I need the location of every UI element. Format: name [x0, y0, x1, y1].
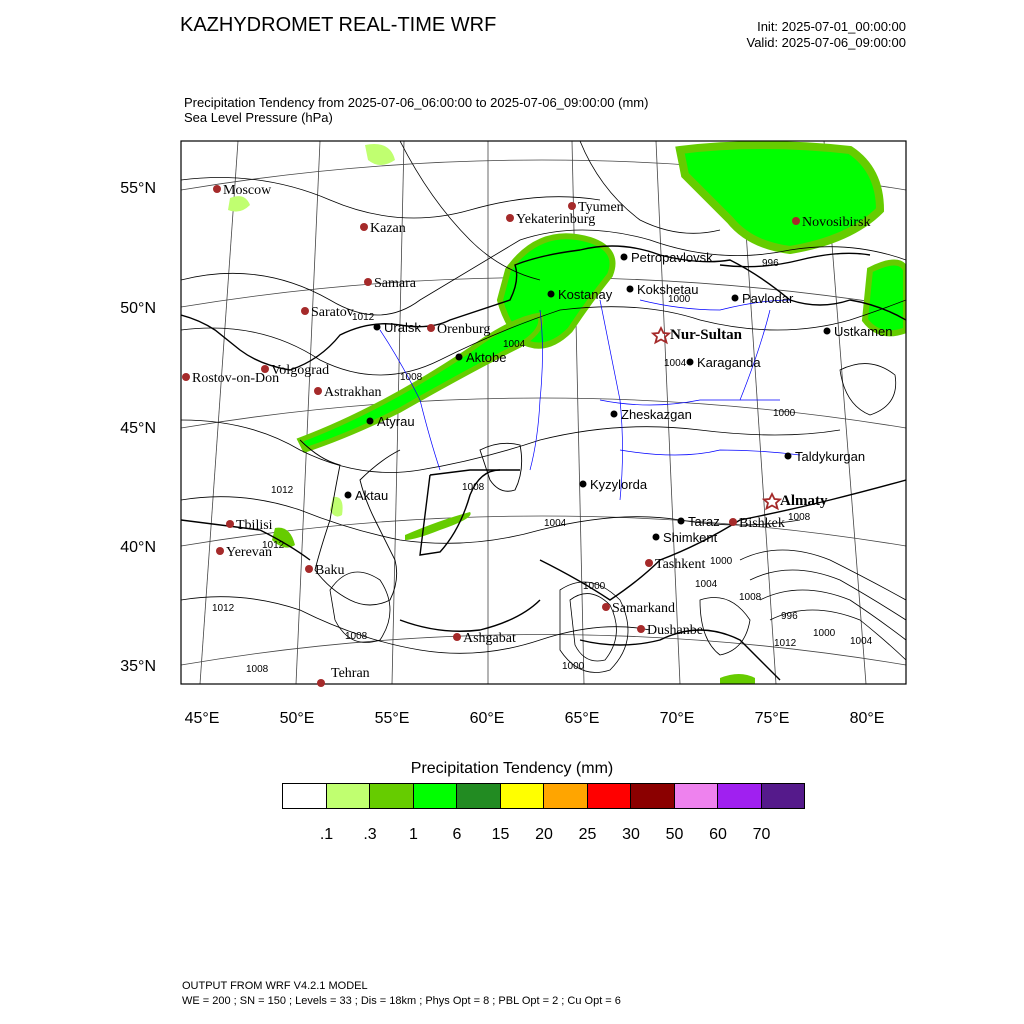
svg-text:1004: 1004 — [850, 636, 873, 647]
colorbar-tick-label: 20 — [535, 826, 553, 843]
svg-text:1008: 1008 — [246, 664, 269, 675]
svg-text:Baku: Baku — [315, 563, 345, 578]
colorbar-tick-label: 70 — [752, 826, 771, 843]
svg-text:Orenburg: Orenburg — [437, 322, 491, 337]
colorbar-swatch — [283, 784, 327, 808]
precip-east-edge — [865, 263, 906, 334]
svg-text:Astrakhan: Astrakhan — [324, 385, 382, 400]
svg-text:Saratov: Saratov — [311, 305, 354, 320]
colorbar-tick-label: 1 — [409, 826, 418, 843]
city-zheskazgan — [611, 407, 692, 422]
colorbar-swatch — [327, 784, 371, 808]
svg-text:Dushanbe: Dushanbe — [647, 623, 703, 638]
city-karaganda — [687, 355, 762, 370]
city-tashkent — [645, 557, 705, 572]
colorbar-tick-label: .3 — [363, 826, 377, 843]
colorbar-swatch — [370, 784, 414, 808]
city-kyzylorda — [580, 477, 648, 492]
svg-text:Shimkent: Shimkent — [663, 530, 718, 545]
svg-text:Yerevan: Yerevan — [226, 545, 273, 560]
lon-label: 80°E — [849, 710, 885, 727]
svg-text:Uralsk: Uralsk — [384, 320, 421, 335]
city-petropavlovsk — [621, 250, 714, 265]
lat-label: 55°N — [120, 180, 156, 197]
colorbar-title: Precipitation Tendency (mm) — [410, 760, 614, 777]
city-ashgabat — [453, 631, 516, 646]
subtitle-slp: Sea Level Pressure (hPa) — [184, 110, 333, 125]
svg-text:Moscow: Moscow — [223, 183, 272, 198]
city-taldykurgan — [785, 449, 866, 464]
city-dushanbe — [637, 623, 703, 638]
svg-text:Kokshetau: Kokshetau — [637, 282, 699, 297]
colorbar-tick-label: 60 — [709, 826, 727, 843]
svg-text:1012: 1012 — [271, 485, 294, 496]
subtitle-precip: Precipitation Tendency from 2025-07-06_06:00:00 to 2025-07-06_09:00:00 (mm) — [184, 95, 649, 110]
colorbar-swatch — [762, 784, 805, 808]
svg-text:Kazan: Kazan — [370, 221, 406, 236]
svg-text:Samarkand: Samarkand — [612, 601, 675, 616]
svg-text:Novosibirsk: Novosibirsk — [802, 215, 871, 230]
lat-label: 50°N — [120, 300, 156, 317]
colorbar-swatch — [631, 784, 675, 808]
svg-text:1000: 1000 — [668, 294, 691, 305]
colorbar-tick-label: 25 — [578, 826, 597, 843]
colorbar-swatch — [588, 784, 632, 808]
svg-text:Taraz: Taraz — [688, 514, 720, 529]
valid-time: Valid: 2025-07-06_09:00:00 — [746, 35, 906, 50]
city-novosibirsk — [792, 215, 870, 230]
colorbar-tick-label: .1 — [319, 826, 334, 843]
colorbar — [282, 783, 805, 809]
colorbar-swatch — [414, 784, 458, 808]
svg-text:Tehran: Tehran — [331, 666, 370, 681]
svg-text:1004: 1004 — [503, 339, 526, 350]
city-orenburg — [427, 322, 490, 337]
svg-text:996: 996 — [762, 258, 779, 269]
svg-text:Pavlodar: Pavlodar — [742, 291, 794, 306]
svg-text:Petropavlovsk: Petropavlovsk — [631, 250, 713, 265]
lon-label: 50°E — [279, 710, 315, 727]
lon-label: 55°E — [374, 710, 410, 727]
svg-text:1004: 1004 — [544, 518, 567, 529]
colorbar-swatch — [718, 784, 762, 808]
svg-text:1004: 1004 — [695, 579, 718, 590]
colorbar-swatch — [457, 784, 501, 808]
lon-label: 70°E — [659, 710, 695, 727]
svg-text:Taldykurgan: Taldykurgan — [795, 449, 866, 464]
svg-text:Yekaterinburg: Yekaterinburg — [516, 212, 596, 227]
svg-text:1000: 1000 — [813, 628, 836, 639]
svg-text:1000: 1000 — [710, 556, 733, 567]
svg-text:1008: 1008 — [400, 372, 423, 383]
svg-text:1012: 1012 — [212, 603, 235, 614]
svg-text:Nur-Sultan: Nur-Sultan — [670, 327, 742, 343]
svg-text:Kyzylorda: Kyzylorda — [590, 477, 648, 492]
city-kostanay — [548, 287, 613, 302]
svg-text:Karaganda: Karaganda — [697, 355, 761, 370]
colorbar-tick-label: 30 — [622, 826, 640, 843]
svg-text:Kostanay: Kostanay — [558, 287, 613, 302]
svg-text:Samara: Samara — [374, 276, 416, 291]
svg-text:1000: 1000 — [562, 661, 585, 672]
lon-label: 60°E — [469, 710, 505, 727]
svg-text:Rostov-on-Don: Rostov-on-Don — [192, 371, 280, 386]
svg-text:1008: 1008 — [788, 512, 811, 523]
colorbar-tick-label: 50 — [665, 826, 684, 843]
svg-text:Aktau: Aktau — [355, 488, 389, 503]
svg-text:Ashgabat: Ashgabat — [463, 631, 516, 646]
init-time: Init: 2025-07-01_00:00:00 — [757, 19, 906, 34]
svg-text:1000: 1000 — [773, 408, 796, 419]
svg-text:996: 996 — [781, 611, 798, 622]
svg-text:Almaty: Almaty — [780, 493, 828, 509]
lon-labels — [185, 710, 885, 727]
city-shimkent — [653, 530, 718, 545]
svg-text:Zheskazgan: Zheskazgan — [621, 407, 692, 422]
city-samarkand — [602, 601, 675, 616]
svg-text:1012: 1012 — [774, 638, 797, 649]
svg-text:1012: 1012 — [352, 312, 375, 323]
svg-text:1004: 1004 — [664, 358, 687, 369]
svg-text:Bishkek: Bishkek — [739, 516, 785, 531]
svg-text:Aktobe: Aktobe — [466, 350, 507, 365]
colorbar-tick-label: 6 — [452, 826, 462, 843]
model-info: OUTPUT FROM WRF V4.2.1 MODEL — [182, 980, 368, 992]
city-rostov — [182, 371, 279, 386]
svg-text:Volgograd: Volgograd — [271, 363, 330, 378]
model-options: WE = 200 ; SN = 150 ; Levels = 33 ; Dis = 18km ; Phys Opt = 8 ; PBL Opt = 2 ; Cu Opt = 6 — [182, 995, 621, 1007]
lon-label: 65°E — [564, 710, 600, 727]
svg-text:1008: 1008 — [462, 482, 485, 493]
svg-text:1000: 1000 — [583, 581, 606, 592]
city-ustkamen — [824, 324, 893, 339]
svg-text:1012: 1012 — [262, 540, 285, 551]
city-astrakhan — [314, 385, 382, 400]
svg-text:Tbilisi: Tbilisi — [236, 518, 273, 533]
svg-text:1008: 1008 — [739, 592, 762, 603]
svg-text:Ustkamen: Ustkamen — [834, 324, 893, 339]
lat-label: 35°N — [120, 658, 156, 675]
colorbar-swatch — [501, 784, 545, 808]
svg-text:Tashkent: Tashkent — [655, 557, 706, 572]
svg-text:Atyrau: Atyrau — [377, 414, 415, 429]
page-title: KAZHYDROMET REAL-TIME WRF — [180, 14, 497, 36]
svg-text:1008: 1008 — [345, 631, 368, 642]
lat-label: 45°N — [120, 420, 156, 437]
colorbar-tick-label: 15 — [491, 826, 510, 843]
lon-label: 75°E — [754, 710, 790, 727]
svg-text:Tyumen: Tyumen — [578, 200, 624, 215]
lat-labels — [120, 180, 156, 675]
colorbar-swatch — [544, 784, 588, 808]
lat-label: 40°N — [120, 539, 156, 556]
colorbar-swatch — [675, 784, 719, 808]
lon-label: 45°E — [184, 710, 220, 727]
